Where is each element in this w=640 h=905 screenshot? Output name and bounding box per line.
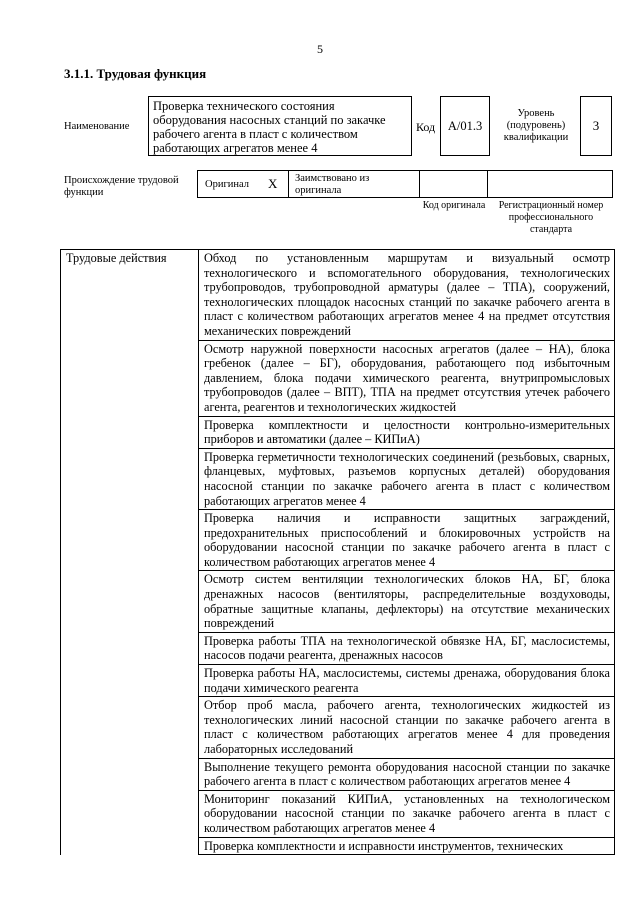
labor-action-item: Проверка работы НА, маслосистемы, системы дренажа, оборудования блока подачи химического реагента — [199, 665, 615, 697]
borrowed-cell — [288, 170, 420, 198]
labor-action-item: Выполнение текущего ремонта оборудования насосной станции по закачке рабочего агента в пласт с количеством работающих агрегатов менее 4 — [199, 758, 615, 790]
original-mark: X — [268, 176, 278, 191]
section-title: 3.1.1. Трудовая функция — [64, 66, 207, 81]
labor-action-item: Проверка работы ТПА на технологической обвязке НА, БГ, маслосистемы, насосов подачи реагента, дренажных насосов — [199, 632, 615, 664]
labor-action-item: Проверка комплектности и исправности инструментов, технических — [199, 837, 615, 855]
reg-caption: Регистрационный номер профессионального стандарта — [498, 200, 604, 235]
name-label: Наименование — [64, 121, 130, 132]
code-value-box: А/01.3 — [440, 96, 490, 156]
table-row — [61, 250, 615, 341]
page-number: 5 — [317, 42, 323, 56]
level-value-box: 3 — [580, 96, 612, 156]
labor-actions-table — [60, 249, 615, 855]
reg-number-cell — [487, 170, 613, 198]
code-label: Код — [416, 120, 436, 134]
original-cell — [197, 170, 289, 198]
labor-action-item: Отбор проб масла, рабочего агента, технологических жидкостей из технологических линий насосной станции по закачке рабочего агента в пласт с количеством работающих агрегатов менее 4 для проведения лабораторных исследований — [199, 697, 615, 758]
level-label: Уровень (подуровень) квалификации — [503, 108, 569, 143]
borrowed-label: Заимствовано из оригинала — [295, 173, 370, 196]
labor-action-item: Осмотр наружной поверхности насосных агрегатов (далее – НА), блока гребенок (далее – БГ), оборудования, работающего под избыточным давлением, блока подачи химического реагента, внутрипромысловых трубопроводов (далее – ВПТ), ТПА на предмет отсутствия утечек рабочего агента, реагентов и технологических жидкостей — [199, 340, 615, 416]
labor-action-item: Мониторинг показаний КИПиА, установленных на технологическом оборудовании насосной станции по закачке рабочего агента в пласт с количеством работающих агрегатов менее 4 — [199, 790, 615, 837]
original-label: Оригинал — [205, 179, 249, 190]
function-name-box: Проверка технического состояния оборудования насосных станций по закачке рабочего агента в пласт с количеством работающих агрегатов менее 4 — [148, 96, 412, 156]
original-code-cell — [419, 170, 488, 198]
labor-action-item: Обход по установленным маршрутам и визуальный осмотр технологического и вспомогательного оборудования, технологических трубопроводов, трубопроводной арматуры (далее – ТПА), сооружений, технологических площадок насосных станций по закачке рабочего агента в пласт с количеством работающих агрегатов менее 4 на предмет отсутствия механических повреждений — [199, 250, 615, 341]
labor-action-item: Проверка герметичности технологических соединений (резьбовых, сварных, фланцевых, муфтовых, разъемов корпусных деталей) оборудования насосной станции по закачке рабочего агента в пласт с количеством работающих агрегатов менее 4 — [199, 448, 615, 509]
labor-action-item: Осмотр систем вентиляции технологических блоков НА, БГ, блока дренажных насосов (вентиляторы, распределительные воздуховоды, обратные защитные клапаны, дефлекторы) на отсутствие механических повреждений — [199, 571, 615, 632]
row-header-labor-actions: Трудовые действия — [61, 250, 199, 855]
labor-action-item: Проверка наличия и исправности защитных заграждений, предохранительных приспособлений и блокировочных устройств на оборудовании насосной станции по закачке рабочего агента в пласт с количеством работающих агрегатов менее 4 — [199, 510, 615, 571]
labor-action-item: Проверка комплектности и целостности контрольно-измерительных приборов и автоматики (далее – КИПиА) — [199, 416, 615, 448]
origin-label: Происхождение трудовой функции — [64, 175, 179, 198]
code-caption: Код оригинала — [422, 200, 486, 211]
